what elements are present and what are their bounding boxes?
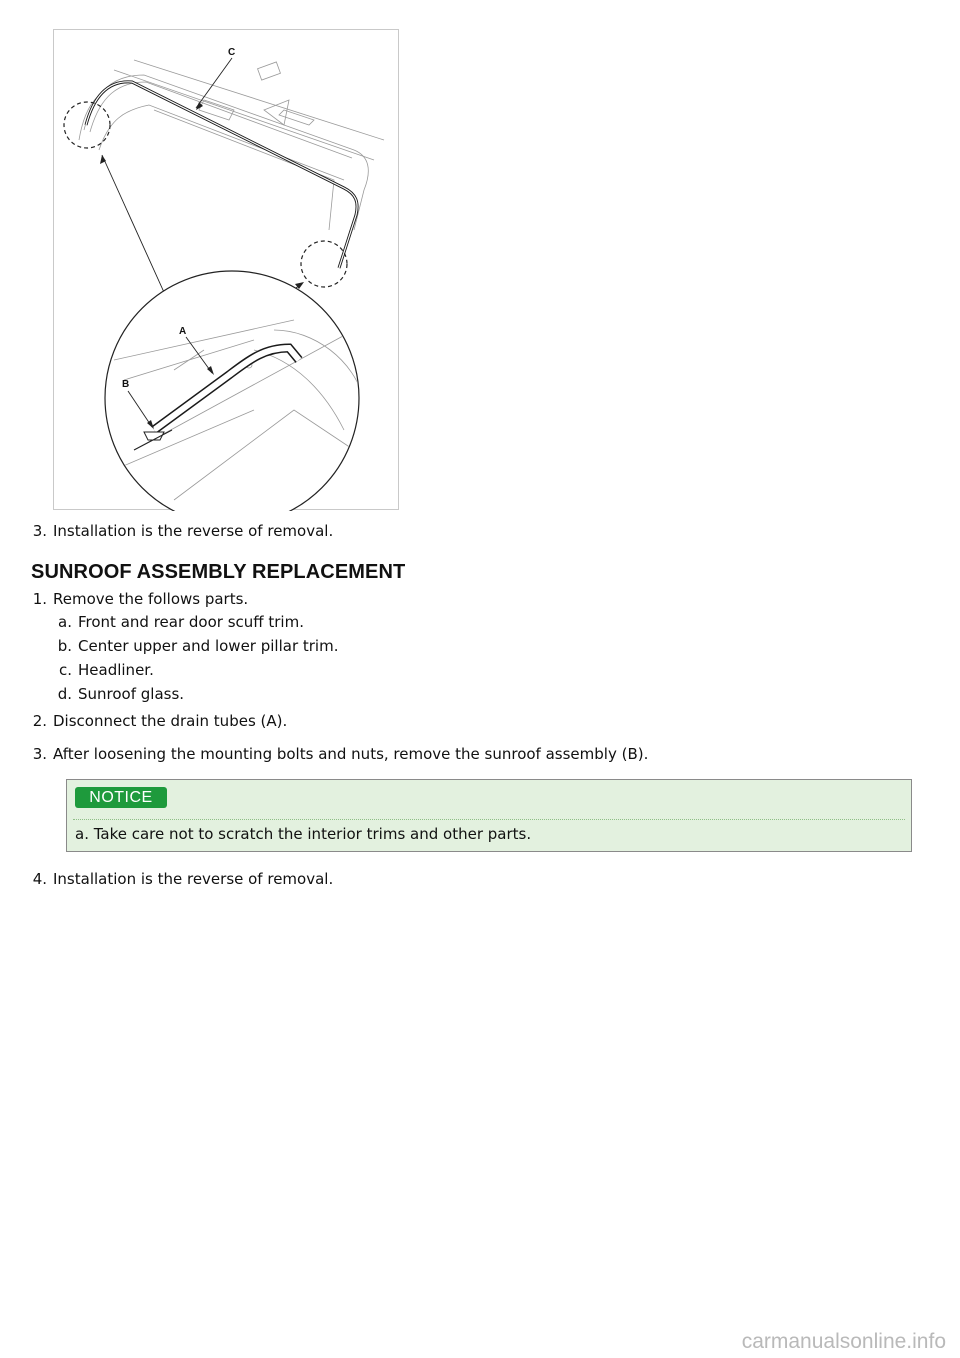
step-1 (27, 589, 248, 609)
step-text: Disconnect the drain tubes (A). (53, 712, 288, 730)
substep-letter: a. (58, 613, 72, 631)
notice-box (66, 779, 912, 852)
step-number: 3. (32, 745, 47, 763)
step-text: After loosening the mounting bolts and nuts, remove the sunroof assembly (B). (53, 745, 649, 763)
notice-badge: NOTICE (75, 787, 167, 808)
notice-text: a. Take care not to scratch the interior trims and other parts. (75, 825, 532, 843)
label-a: A (179, 326, 187, 337)
illustration-figure (53, 29, 399, 510)
step-2 (27, 711, 287, 731)
step-text: Installation is the reverse of removal. (53, 870, 334, 888)
substep-c (56, 660, 154, 680)
section-title: SUNROOF ASSEMBLY REPLACEMENT (31, 561, 406, 583)
step-text: Installation is the reverse of removal. (53, 522, 334, 540)
label-b: B (122, 379, 130, 390)
substep-text: Sunroof glass. (78, 685, 185, 703)
watermark: carmanualsonline.info (741, 1330, 946, 1353)
substep-text: Front and rear door scuff trim. (78, 613, 304, 631)
step-number: 2. (32, 712, 47, 730)
substep-text: Center upper and lower pillar trim. (78, 637, 339, 655)
substep-a (56, 612, 304, 632)
notice-divider (73, 819, 905, 820)
sunroof-drain-diagram (54, 30, 400, 511)
substep-b (56, 636, 338, 656)
step-3 (27, 744, 648, 764)
step-3-install-top (27, 521, 333, 541)
substep-letter: c. (58, 661, 72, 679)
step-number: 3. (32, 522, 47, 540)
substep-letter: b. (57, 637, 72, 655)
label-c: C (228, 47, 236, 58)
step-number: 1. (32, 590, 47, 608)
substep-d (56, 684, 184, 704)
substep-letter: d. (57, 685, 72, 703)
step-4 (27, 869, 333, 889)
step-text: Remove the follows parts. (53, 590, 249, 608)
step-number: 4. (32, 870, 47, 888)
substep-text: Headliner. (78, 661, 154, 679)
